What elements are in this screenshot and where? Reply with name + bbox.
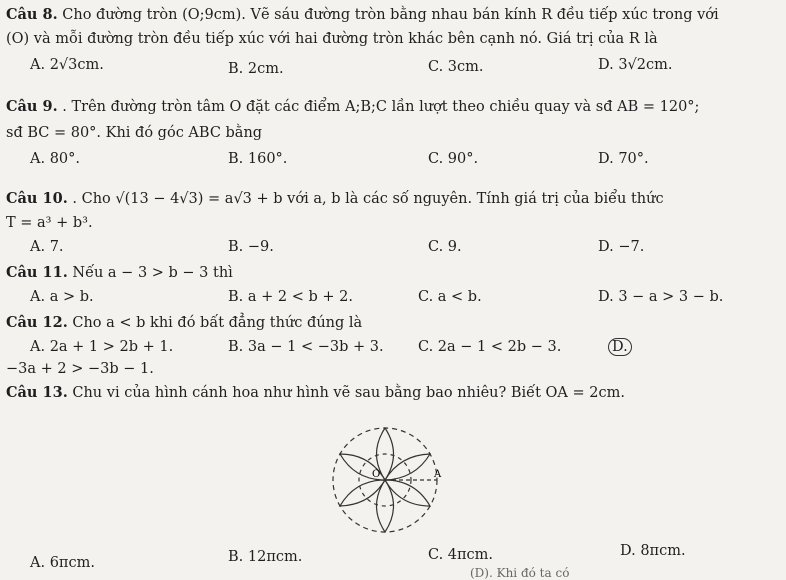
q9-line2: sđ BC = 80°. Khi đó góc ABC bằng xyxy=(6,125,263,141)
q11-line1 xyxy=(6,264,233,282)
flower-figure xyxy=(320,418,450,543)
q10-option-a: A. 7. xyxy=(30,239,64,255)
q9-line1 xyxy=(6,98,699,116)
q12-line2: −3a + 2 > −3b − 1. xyxy=(6,361,154,377)
q12-option-d-label: D. xyxy=(608,338,632,356)
q8-label: Câu 8. xyxy=(6,6,58,23)
q11-label: Câu 11. xyxy=(6,264,68,281)
q12-line1 xyxy=(6,314,362,332)
q10-option-d: D. −7. xyxy=(598,239,645,255)
q8-text1: Cho đường tròn (O;9cm). Vẽ sáu đường tròn bằng nhau bán kính R đều tiếp xúc trong với xyxy=(62,7,719,23)
q9-option-d: D. 70°. xyxy=(598,151,649,167)
q13-option-d: D. 8πcm. xyxy=(620,543,686,559)
cut-off-footer-text: (D). Khi đó ta có xyxy=(470,566,570,580)
q9-option-c: C. 90°. xyxy=(428,151,479,167)
q11-option-c: C. a < b. xyxy=(418,289,482,305)
point-o-label: O xyxy=(372,469,381,480)
q13-label: Câu 13. xyxy=(6,384,68,401)
q10-option-b: B. −9. xyxy=(228,239,274,255)
q12-option-d xyxy=(608,338,632,356)
q12-option-a: A. 2a + 1 > 2b + 1. xyxy=(30,339,174,355)
q9-text1: . Trên đường tròn tâm O đặt các điểm A;B;C lần lượt theo chiều quay và sđ AB = 120°; xyxy=(62,99,700,115)
q11-option-b: B. a + 2 < b + 2. xyxy=(228,289,353,305)
q10-label: Câu 10. xyxy=(6,190,68,207)
q13-option-c: C. 4πcm. xyxy=(428,547,494,563)
q8-option-b: B. 2cm. xyxy=(228,61,284,77)
q8-option-a: A. 2√3cm. xyxy=(30,57,104,73)
q12-label: Câu 12. xyxy=(6,314,68,331)
q10-option-c: C. 9. xyxy=(428,239,462,255)
q8-option-d: D. 3√2cm. xyxy=(598,57,673,73)
q13-text1: Chu vi của hình cánh hoa như hình vẽ sau bằng bao nhiêu? Biết OA = 2cm. xyxy=(72,385,625,401)
q8-option-c: C. 3cm. xyxy=(428,59,484,75)
q11-option-d: D. 3 − a > 3 − b. xyxy=(598,289,724,305)
q8-line2: (O) và mỗi đường tròn đều tiếp xúc với hai đường tròn khác bên cạnh nó. Giá trị của R là xyxy=(6,31,658,47)
q8-line1 xyxy=(6,6,719,24)
q13-option-b: B. 12πcm. xyxy=(228,549,303,565)
q11-option-a: A. a > b. xyxy=(30,289,94,305)
q12-option-b: B. 3a − 1 < −3b + 3. xyxy=(228,339,384,355)
q12-option-c: C. 2a − 1 < 2b − 3. xyxy=(418,339,562,355)
q13-line1 xyxy=(6,384,625,402)
q13-option-a: A. 6πcm. xyxy=(30,555,95,571)
q12-text1: Cho a < b khi đó bất đẳng thức đúng là xyxy=(72,315,363,331)
q9-option-b: B. 160°. xyxy=(228,151,288,167)
q9-option-a: A. 80°. xyxy=(30,151,80,167)
q9-label: Câu 9. xyxy=(6,98,58,115)
q10-text1: . Cho √(13 − 4√3) = a√3 + b với a, b là các số nguyên. Tính giá trị của biểu thức xyxy=(72,191,664,207)
q10-line1 xyxy=(6,190,664,208)
q11-text1: Nếu a − 3 > b − 3 thì xyxy=(72,265,233,281)
q10-line2: T = a³ + b³. xyxy=(6,215,93,231)
point-a-label: A xyxy=(434,469,442,480)
